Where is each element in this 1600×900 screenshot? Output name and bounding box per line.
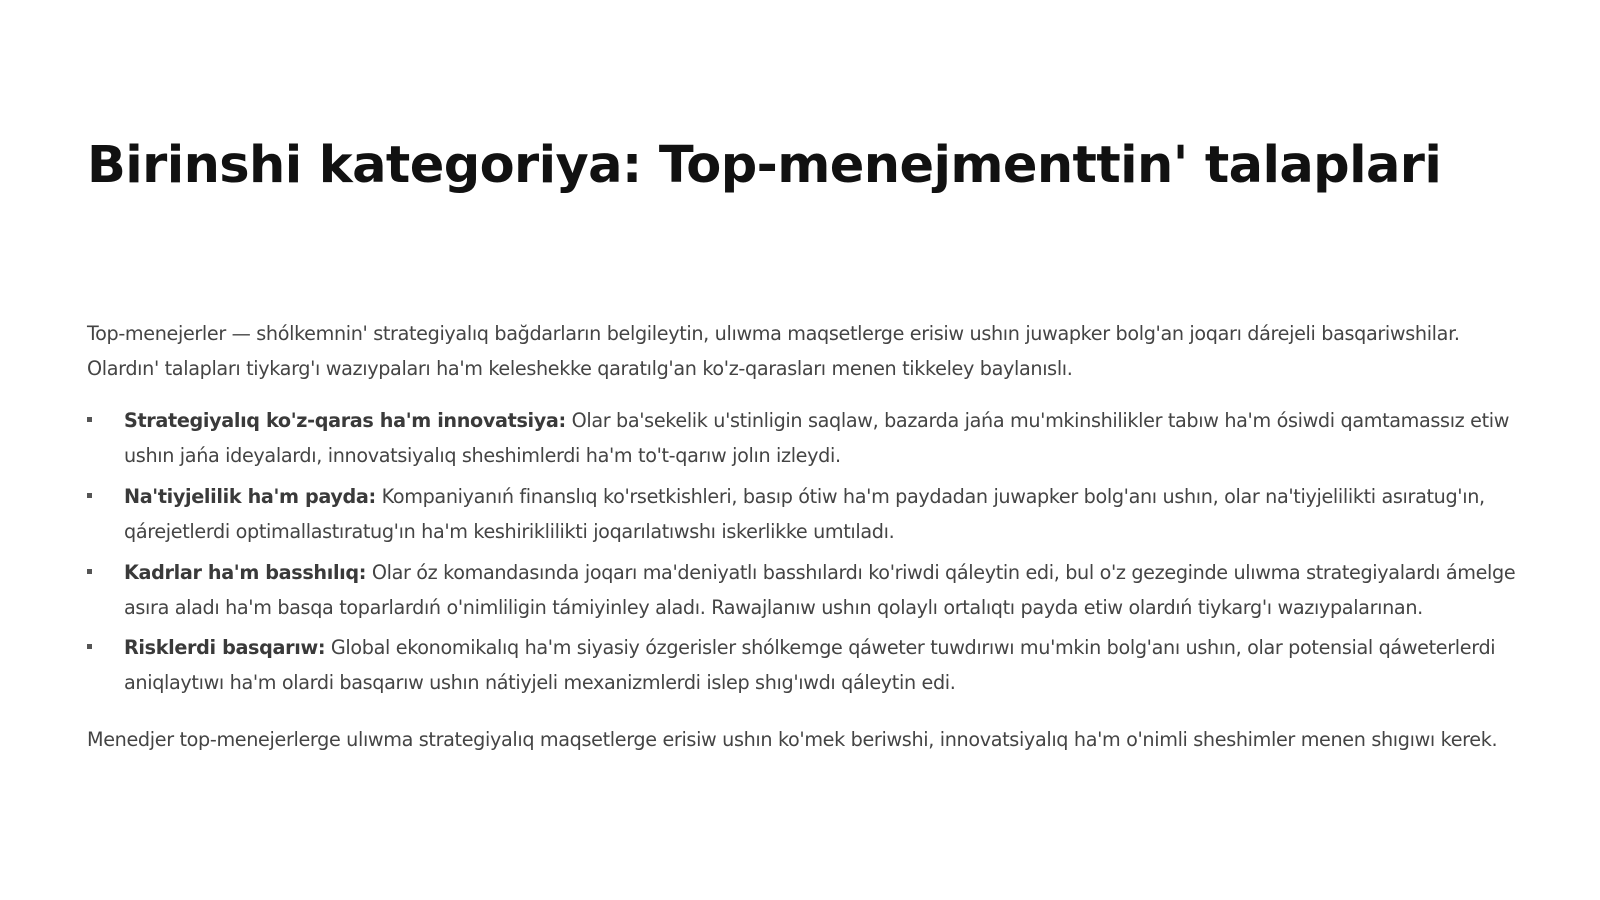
bullet-text-block <box>124 630 1517 700</box>
bullet-description: Olar óz komandasında joqarı ma'deniyatlı basshılardı ko'riwdi qáleytin edi, bul o'z gezeginde ulıwma strategiyalardı ámelge asıra aladı ha'm basqa toparlardıń o'nimliligin támiyinley aladı. Rawajlanıw ushın qolaylı ortalıqtı payda etiw olardıń tiykarg'ı wazıypalarınan. <box>124 561 1516 619</box>
bullet-term: Na'tiyjelilik ha'm payda: <box>124 485 376 508</box>
bullet-description: Global ekonomikalıq ha'm siyasiy ózgerisler shólkemge qáweter tuwdırıwı mu'mkin bolg'anı ushın, olar potensial qáweterlerdi aniqlaytıwı ha'm olardi basqarıw ushın nátiyjeli mexanizmlerdi islep shıg'ıwdı qáleytin edi. <box>124 636 1496 694</box>
bullet-text-block <box>124 555 1517 625</box>
bullet-item <box>87 403 1517 473</box>
bullet-term: Risklerdi basqarıw: <box>124 636 326 659</box>
bullet-description: Kompaniyanıń finanslıq ko'rsetkishleri, basıp ótiw ha'm paydadan juwapker bolg'anı ushın, olar na'tiyjelilikti asıratug'ın, qárejetlerdi optimallastıratug'ın ha'm keshiriklilikti joqarılatıwshı iskerlikke umtıladı. <box>124 485 1485 543</box>
bullet-marker-icon <box>87 569 92 574</box>
closing-paragraph: Menedjer top-menejerlerge ulıwma strategiyalıq maqsetlerge erisiw ushın ko'mek beriwshi, innovatsiyalıq ha'm o'nimli sheshimler menen shıgıwı kerek. <box>87 728 1498 751</box>
bullet-text-block <box>124 479 1517 549</box>
bullet-marker-icon <box>87 644 92 649</box>
bullet-marker-icon <box>87 417 92 422</box>
bullet-item <box>87 479 1517 549</box>
slide-title: Birinshi kategoriya: Top-menejmenttin' talaplari <box>87 136 1442 195</box>
intro-paragraph: Top-menejerler — shólkemnin' strategiyalıq bağdarların belgileytin, ulıwma maqsetlerge erisiw ushın juwapker bolg'an joqarı dárejeli basqariwshilar. Olardın' talapları tiykarg'ı wazıypaları ha'm keleshekke qaratılg'an ko'z-qarasları menen tikkeley baylanıslı. <box>87 322 1460 380</box>
bullet-term: Kadrlar ha'm basshılıq: <box>124 561 367 584</box>
bullet-description: Olar ba'sekelik u'stinligin saqlaw, bazarda jańa mu'mkinshilikler tabıw ha'm ósiwdi qamtamassız etiw ushın jańa ideyalardı, innovatsiyalıq sheshimlerdi ha'm to't-qarıw jolın izleydi. <box>124 409 1510 467</box>
bullet-item <box>87 630 1517 700</box>
bullet-term: Strategiyalıq ko'z-qaras ha'm innovatsiya: <box>124 409 566 432</box>
bullet-marker-icon <box>87 493 92 498</box>
bullet-item <box>87 555 1517 625</box>
bullet-text-block <box>124 403 1517 473</box>
